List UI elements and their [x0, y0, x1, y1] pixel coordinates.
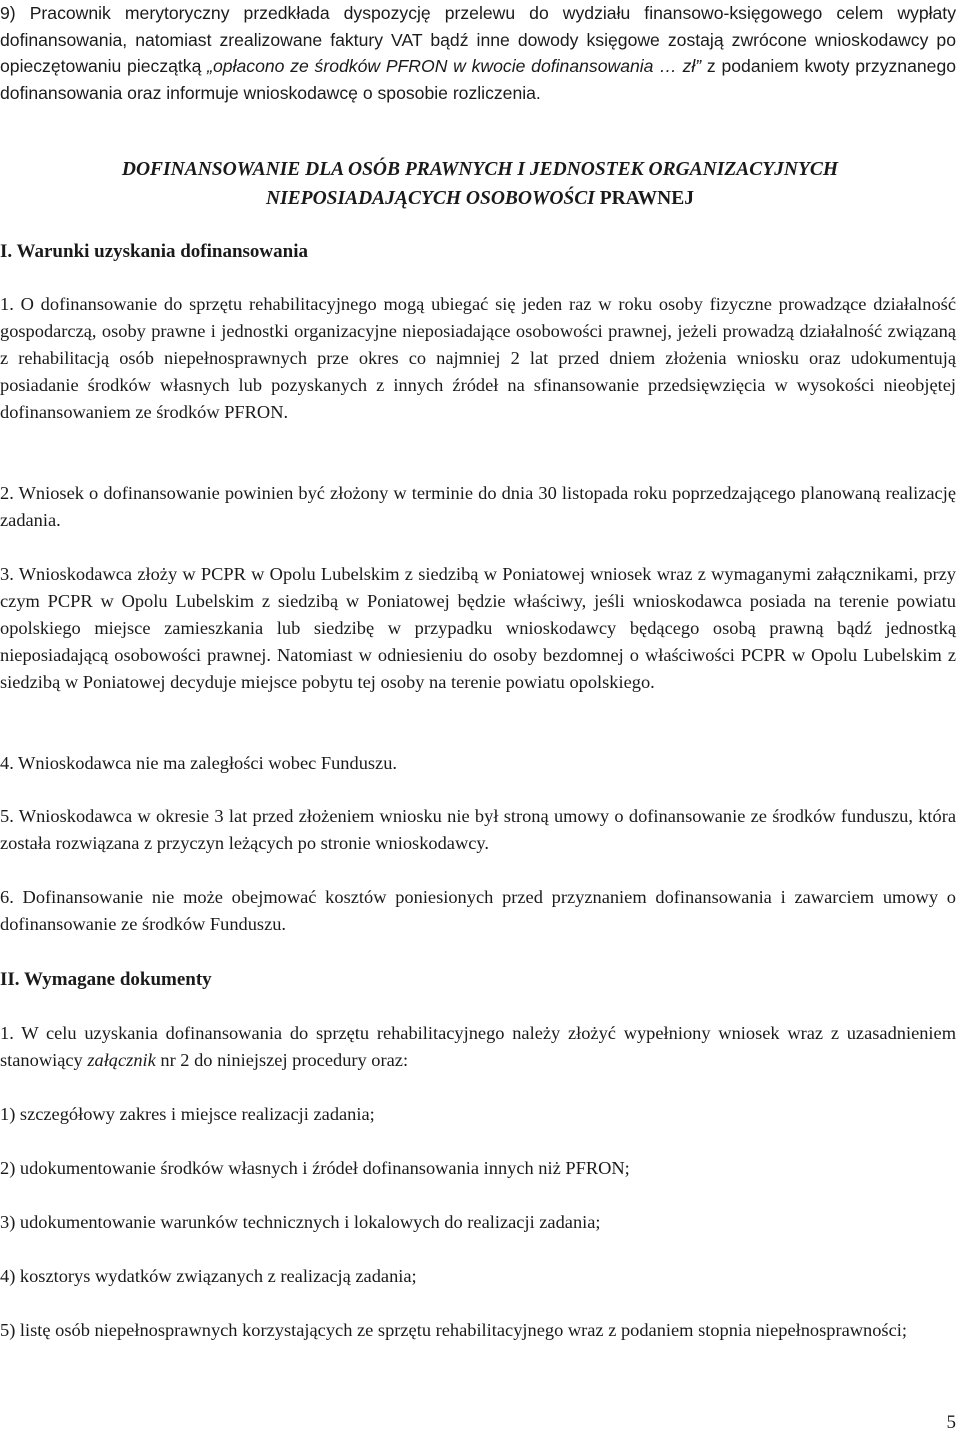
section1-paragraph-2: 2. Wniosek o dofinansowanie powinien być złożony w terminie do dnia 30 listopada roku poprzedzającego planowaną realizację zadania. [0, 483, 956, 530]
section-heading-line2 [0, 184, 960, 213]
heading-line2-italic: NIEPOSIADAJĄCYCH OSOBOWOŚCI [265, 188, 595, 209]
section1-paragraph-4: 4. Wnioskodawca nie ma zaległości wobec Funduszu. [0, 753, 397, 773]
section1-paragraph-1: 1. O dofinansowanie do sprzętu rehabilitacyjnego mogą ubiegać się jeden raz w roku osoby fizyczne prowadzące działalność gospodarczą, osoby prawne i jednostki organizacyjne nieposiadające osobowości prawnej, jeżeli prowadzą działalność związaną z rehabilitacją osób niepełnosprawnych prze okres co najmniej 2 lat przed dniem złożenia wniosku oraz udokumentują posiadanie środków własnych lub pozyskanych z innych źródeł na sfinansowanie przedsięwzięcia w wysokości nieobjętej dofinansowaniem ze środków PFRON. [0, 294, 956, 422]
list-item: 5) listę osób niepełnosprawnych korzystających ze sprzętu rehabilitacyjnego wraz z podaniem stopnia niepełnosprawności; [0, 1320, 907, 1340]
section-heading-line1 [0, 155, 960, 184]
list-item: 2) udokumentowanie środków własnych i źródeł dofinansowania innych niż PFRON; [0, 1158, 630, 1178]
section2-p1-attachment: załącznik [87, 1050, 156, 1070]
section1-paragraph-5: 5. Wnioskodawca w okresie 3 lat przed złożeniem wniosku nie był stroną umowy o dofinansowanie ze środków funduszu, która została rozwiązana z przyczyn leżących po stronie wnioskodawcy. [0, 806, 956, 853]
section2-p1-text-a: 1. W celu uzyskania dofinansowania do sprzętu rehabilitacyjnego należy złożyć wypełniony wniosek wraz z uzasadnieniem stanowiący [0, 1023, 956, 1070]
list-item: 1) szczegółowy zakres i miejsce realizacji zadania; [0, 1104, 375, 1124]
section1-paragraph-6: 6. Dofinansowanie nie może obejmować kosztów poniesionych przed przyznaniem dofinansowania i zawarciem umowy o dofinansowanie ze środków Funduszu. [0, 887, 956, 934]
section2-paragraph-1 [0, 1020, 956, 1074]
section1-paragraph-3: 3. Wnioskodawca złoży w PCPR w Opolu Lubelskim z siedzibą w Poniatowej wniosek wraz z wymaganymi załącznikami, przy czym PCPR w Opolu Lubelskim z siedzibą w Poniatowej będzie właściwy, jeśli wnioskodawca posiada na terenie powiatu opolskiego miejsce zamieszkania lub siedzibę w przypadku wnioskodawcy będącego osobą prawną bądź jednostką nieposiadającą osobowości prawnej. Natomiast w odniesieniu do osoby bezdomnej o właściwości PCPR w Opolu Lubelskim z siedzibą w Poniatowej decyduje miejsce pobytu tej osoby na terenie powiatu opolskiego. [0, 564, 956, 692]
intro-stamp-text: „opłacono ze środków PFRON w kwocie dofinansowania … zł” [207, 56, 702, 76]
list-item: 3) udokumentowanie warunków technicznych i lokalowych do realizacji zadania; [0, 1212, 601, 1232]
section1-title: I. Warunki uzyskania dofinansowania [0, 241, 308, 262]
intro-paragraph [0, 0, 956, 106]
heading-line1-text: DOFINANSOWANIE DLA OSÓB PRAWNYCH I JEDNOSTEK ORGANIZACYJNYCH [121, 159, 839, 180]
list-item: 4) kosztorys wydatków związanych z realizacją zadania; [0, 1266, 417, 1286]
section2-p1-text-b: nr 2 do niniejszej procedury oraz: [155, 1050, 409, 1070]
section2-title: II. Wymagane dokumenty [0, 969, 212, 990]
intro-text-part2: z podaniem kwoty przyznanego dofinansowania oraz informuje wnioskodawcę o sposobie rozliczenia. [0, 56, 957, 103]
intro-text-part1: 9) Pracownik merytoryczny przedkłada dyspozycję przelewu do wydziału finansowo-księgowego celem wypłaty dofinansowania, natomiast zrealizowane faktury VAT bądź inne dowody księgowe zostają zwrócone wnioskodawcy po opieczętowaniu pieczątką [0, 3, 956, 76]
page-number: 5 [946, 1412, 956, 1433]
heading-line2-rest: PRAWNEJ [594, 188, 695, 209]
